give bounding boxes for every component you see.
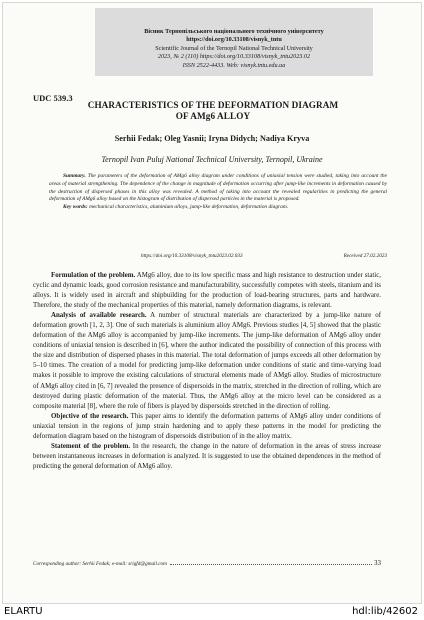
section-analysis <box>33 311 381 411</box>
repository-name: ELARTU <box>4 606 43 617</box>
article-meta <box>141 253 387 259</box>
abstract <box>49 173 387 212</box>
section-heading: Statement of the problem. <box>51 442 131 450</box>
paper-title <box>83 100 343 122</box>
abstract-text: The parameters of the deformation of AMg6 alloy diagram under conditions of uniaxial tension were studied, taking into account the areas of material strengthening. The dependence of the change in magnitude of deformation occurring after jump-like increments in deformation caused by the destruction of dispersed phases in this alloy was revealed. A method of taking into account the revealed regularities in predicting the general deformation of AMg6 alloy based on the histogram of distribution of dispersed particles in the material is proposed. <box>49 173 387 203</box>
body-text <box>33 271 381 472</box>
journal-doi-link[interactable]: https://doi.org/10.33108/visnyk_tntu <box>186 36 282 44</box>
section-text: A number of structural materials are characterized by a jump-like nature of deformation growth [1, 2, 3]. One of such materials is aluminium alloy AMg6. Previous studies [4, 5] showed that the plastic deformation of the AMg6 alloy is accompanied by jump-like increments. The jump-like deformation of AMg6 alloy under conditions of uniaxial tension is described in [6], where the author indicated the possibility of connection of this process with the size and distribution of dispersed phases in this material. The total deformation of jumps exceeds all other deformation by 5–10 times. The creation of a model for predicting jump-like deformation under conditions of static and time-varying load makes it possible to improve the existing calculations of structural elements made of AMg6 alloy. Studies of microstructure of AMg6 alloy cited in [6, 7] revealed the presence of dispersoids in the matrix, stretched in the direction of rolling, which are destroyed during plastic deformation of the material. Thus, the AMg6 alloy at the micro level can be considered as a composite material [8], where the role of fibers is played by dispersoids stretched in the direction of rolling. <box>33 312 381 410</box>
journal-header <box>95 8 373 76</box>
section-objective <box>33 412 381 442</box>
repository-bar <box>0 606 424 620</box>
journal-issn: ISSN 2522-4433. Web: visnyk.tntu.edu.ua <box>182 61 286 69</box>
article-doi[interactable]: https://doi.org/10.33108/visnyk_tntu2023.02.033 <box>141 253 243 259</box>
keywords-paragraph <box>49 204 387 212</box>
received-date: Received 27.02.2023 <box>343 253 387 259</box>
abstract-label: Summary. <box>63 173 86 179</box>
journal-issue: 2023, № 2 (110) https://doi.org/10.33108/visnyk_tntu2023.02 <box>157 53 311 61</box>
udc-code: UDC 539.3 <box>33 93 73 103</box>
handle-identifier: hdl:lib/42602 <box>352 606 418 617</box>
section-heading: Objective of the research. <box>51 412 129 420</box>
page-number: 33 <box>374 559 381 567</box>
paper-page <box>2 2 422 604</box>
page-footer <box>33 559 381 567</box>
section-text: This paper aims to identify the deformation patterns of AMg6 alloy under conditions of uniaxial tension in the regions of jump strain hardening and to apply these patterns in the model for predicting the deformation diagram based on the histogram of dispersoids distribution of in the alloy matrix. <box>33 412 381 440</box>
section-formulation <box>33 271 381 311</box>
journal-name-english: Scientific Journal of the Ternopil National Technical University <box>155 44 313 52</box>
paper-affiliation: Ternopil Ivan Puluj National Technical University, Ternopil, Ukraine <box>101 155 323 164</box>
section-text: AMg6 alloy, due to its low specific mass and high resistance to destruction under static, cyclic and dynamic loads, good corrosion resistance and manufacturability, successfully competes with steels, titanium and its alloys. It is widely used in aircraft and shipbuilding for the production of load-bearing structures, parts and hardware. Therefore, the study of the mechanical properties of this material, namely deformation diagrams, is relevant. <box>33 272 381 310</box>
section-heading: Formulation of the problem. <box>51 272 136 279</box>
paper-title-line-1: CHARACTERISTICS OF THE DEFORMATION DIAGRAM <box>87 100 339 110</box>
section-heading: Analysis of available research. <box>51 312 147 320</box>
keywords-text: mechanical characteristics, aluminium alloys, jump-like deformation, deformation diagram. <box>89 204 289 211</box>
section-text: In the research, the change in the nature of deformation in the areas of stress increase between instantaneous increases in deformation is analyzed. It is suggested to use the obtained dependences in the method of predicting the general deformation of AMg6 alloy. <box>33 442 381 470</box>
footer-dot-leader <box>170 563 372 565</box>
corresponding-author: Corresponding author: Serhii Fedak; e-mail: srigfd@gmail.com <box>33 561 167 567</box>
journal-name-ukrainian: Вісник Тернопільського національного технічного університету <box>144 28 324 35</box>
abstract-paragraph <box>49 173 387 204</box>
paper-title-line-2: OF AMg6 ALLOY <box>175 111 251 121</box>
paper-authors: Serhii Fedak; Oleg Yasnii; Iryna Didych; Nadiya Kryva <box>114 134 310 143</box>
keywords-label: Key words: <box>63 204 88 211</box>
section-statement <box>33 442 381 472</box>
